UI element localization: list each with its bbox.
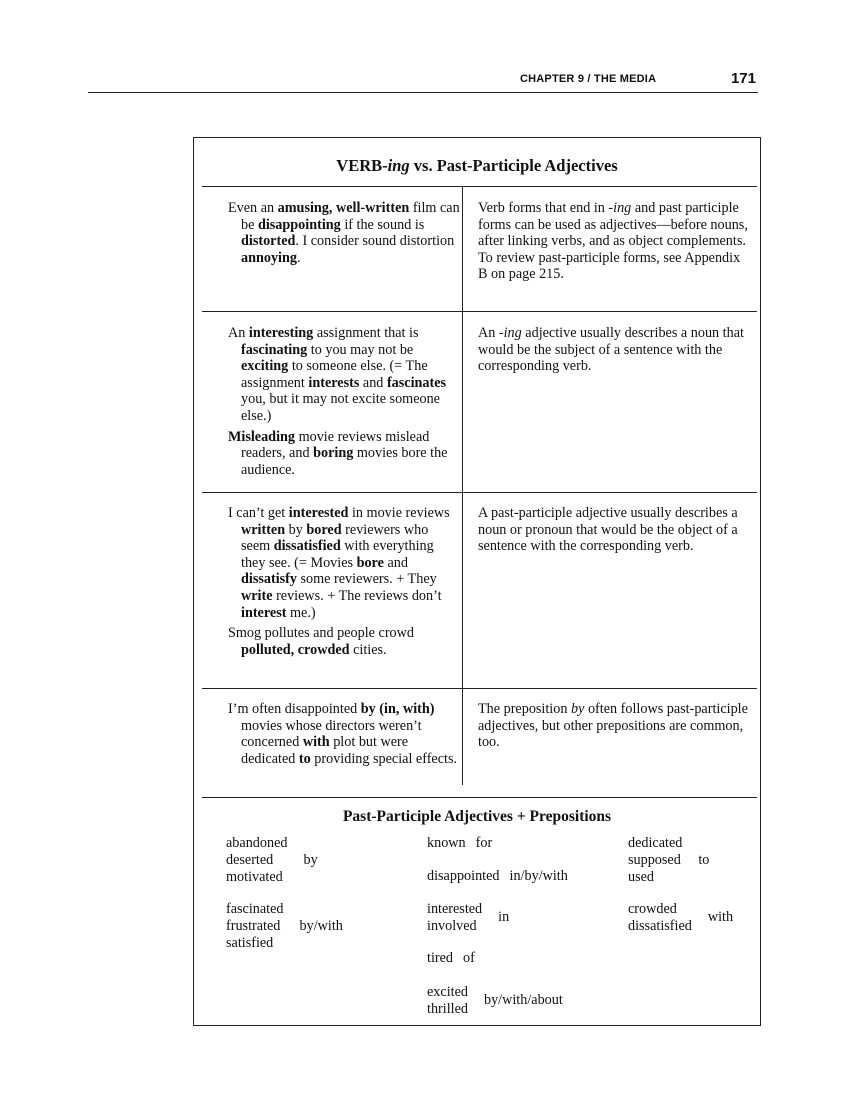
example-cell: [228, 701, 460, 771]
highlighted-adjective: dissatisfy: [241, 571, 297, 588]
preposition: in: [498, 909, 510, 926]
highlighted-adjective: annoying: [241, 249, 297, 266]
text-run: movies whose directors weren’t concerned: [241, 717, 422, 751]
highlighted-adjective: write: [241, 587, 273, 604]
text-run: . I consider sound distortion: [295, 233, 455, 250]
highlighted-adjective: exciting: [241, 358, 289, 375]
text-run: providing special effects.: [310, 750, 458, 767]
adjective-group: [427, 901, 509, 935]
highlighted-adjective: to: [298, 750, 311, 767]
text-run: by: [285, 521, 307, 538]
box-title: [194, 156, 760, 176]
text-run: reviews. + The reviews don’t: [272, 587, 442, 604]
column-divider: [462, 492, 463, 688]
text-run: and past participle forms can be used as adjectives—before nouns, after linking verbs, and as object complements. To review past-participle forms, see Appendix B on page 215.: [478, 200, 748, 283]
text-run: often follows past-participle adjectives, but other prepositions are common, too.: [478, 701, 748, 751]
example-sentence: [228, 429, 460, 479]
adjective-group: [427, 950, 475, 967]
adjective-word: crowded: [628, 901, 677, 917]
explanation-text: [478, 200, 748, 283]
highlighted-adjective: interesting: [248, 325, 314, 341]
adjective-word: dissatisfied: [628, 917, 692, 934]
highlighted-adjective: interested: [288, 505, 349, 521]
column-divider: [462, 186, 463, 311]
text-run: in movie reviews: [348, 505, 450, 521]
text-run: movies bore the audience.: [241, 445, 448, 478]
preposition: with: [707, 909, 734, 926]
highlighted-adjective: amusing, well-written: [277, 200, 410, 216]
text-run: cities.: [349, 641, 387, 658]
adjective-word: known: [427, 835, 466, 851]
text-run: adjective usually describes a noun that would be the subject of a sentence with the corresponding verb.: [478, 325, 744, 375]
text-run: .: [297, 249, 301, 266]
adjective-word: satisfied: [226, 934, 274, 951]
text-run: The preposition: [478, 701, 571, 717]
running-head: [88, 70, 758, 93]
italic-term: by: [571, 701, 585, 717]
adjective-group: [628, 835, 709, 885]
adjective-group: [226, 835, 318, 885]
highlighted-adjective: polluted, crowded: [241, 641, 350, 658]
italic-term: -ing: [498, 325, 522, 341]
preposition: by/with: [299, 917, 343, 934]
example-cell: [228, 325, 460, 482]
adjective-word: tired: [427, 950, 453, 966]
example-sentence: [228, 200, 460, 266]
text-run: An: [478, 325, 499, 341]
divider: [202, 492, 757, 493]
text-run: if the sound is: [340, 216, 425, 233]
grammar-box: [193, 137, 761, 1026]
adjective-word: abandoned: [226, 835, 288, 851]
explanation-cell: [478, 325, 748, 379]
text-run: me.): [286, 604, 316, 621]
example-sentence: [228, 325, 460, 425]
box-title-suffix: vs. Past-Participle Adjectives: [409, 156, 618, 175]
explanation-text: [478, 505, 748, 555]
highlighted-adjective: with: [302, 734, 330, 751]
adjective-word: thrilled: [427, 1000, 468, 1017]
adjective-word: excited: [427, 984, 468, 1000]
column-divider: [462, 688, 463, 785]
preposition: by: [303, 851, 318, 868]
highlighted-adjective: dissatisfied: [273, 538, 341, 555]
adjective-word: dedicated: [628, 835, 683, 851]
text-run: you, but it may not excite someone else.): [241, 391, 440, 424]
explanation-cell: [478, 200, 748, 287]
text-run: film can be: [241, 200, 460, 233]
explanation-cell: [478, 505, 748, 559]
adjective-word: motivated: [226, 868, 283, 885]
adjective-word: used: [628, 868, 655, 885]
adjective-group: [427, 868, 568, 885]
text-run: and: [359, 374, 387, 391]
preposition: in/by/with: [509, 868, 568, 884]
explanation-text: [478, 701, 748, 751]
highlighted-adjective: disappointing: [257, 216, 341, 233]
highlighted-adjective: distorted: [241, 233, 296, 250]
text-run: to you may not be: [307, 341, 414, 358]
adjective-word: interested: [427, 901, 483, 917]
example-cell: [228, 200, 460, 270]
highlighted-adjective: written: [241, 521, 286, 538]
text-run: Verb forms that end in: [478, 200, 609, 216]
preposition: of: [463, 950, 475, 966]
highlighted-adjective: fascinates: [386, 374, 447, 391]
text-run: and: [383, 554, 408, 571]
box-title-prefix: VERB-: [336, 156, 388, 175]
adjective-word: frustrated: [226, 917, 281, 934]
divider: [202, 311, 757, 312]
text-run: reviewers who seem: [241, 521, 429, 555]
highlighted-adjective: bore: [356, 554, 384, 571]
adjective-word: fascinated: [226, 901, 284, 917]
preposition: for: [475, 835, 493, 851]
text-run: I can’t get: [228, 505, 289, 521]
adjective-group: [628, 901, 733, 935]
text-run: some reviewers. + They: [296, 571, 437, 588]
example-sentence: [228, 625, 460, 658]
text-run: Even an: [228, 200, 278, 216]
adjective-word: disappointed: [427, 868, 500, 884]
preposition: by/with/about: [483, 992, 563, 1009]
preposition: to: [698, 851, 710, 868]
text-run: Smog pollutes and people crowd: [228, 625, 414, 642]
column-divider: [462, 311, 463, 492]
adjective-group: [226, 901, 343, 951]
highlighted-adjective: bored: [306, 521, 342, 538]
adjective-word: involved: [427, 917, 477, 934]
page-number: 171: [730, 70, 756, 87]
example-sentence: [228, 505, 460, 621]
adjective-group: [427, 835, 492, 852]
adjective-group: [427, 984, 563, 1018]
text-run: to someone else. (= The assignment: [241, 358, 428, 391]
prepositions-title: Past-Participle Adjectives + Prepositions: [342, 808, 612, 825]
highlighted-adjective: boring: [313, 445, 354, 462]
adjective-word: supposed: [628, 851, 681, 868]
text-run: An: [228, 325, 249, 341]
adjective-word: deserted: [226, 851, 274, 868]
explanation-cell: [478, 701, 748, 755]
highlighted-adjective: by (in, with): [360, 701, 435, 717]
divider: [202, 797, 757, 798]
chapter-title: CHAPTER 9 / THE MEDIA: [520, 73, 657, 85]
text-run: A past-participle adjective usually describes a noun or pronoun that would be the object of a sentence with the corresponding verb.: [478, 505, 738, 555]
text-run: movie reviews mislead readers, and: [241, 428, 430, 462]
example-sentence: [228, 701, 460, 767]
highlighted-adjective: Misleading: [228, 428, 296, 445]
divider: [202, 186, 757, 187]
text-run: plot but were dedicated: [241, 734, 409, 767]
divider: [202, 688, 757, 689]
box-title-italic: ing: [387, 156, 410, 175]
text-run: with everything they see. (= Movies: [241, 538, 434, 571]
explanation-text: [478, 325, 748, 375]
highlighted-adjective: fascinating: [241, 341, 308, 358]
highlighted-adjective: interests: [308, 374, 360, 391]
highlighted-adjective: interest: [241, 604, 287, 621]
text-run: I’m often disappointed: [228, 701, 361, 717]
text-run: assignment that is: [313, 325, 419, 341]
example-cell: [228, 505, 460, 662]
italic-term: -ing: [608, 200, 632, 216]
